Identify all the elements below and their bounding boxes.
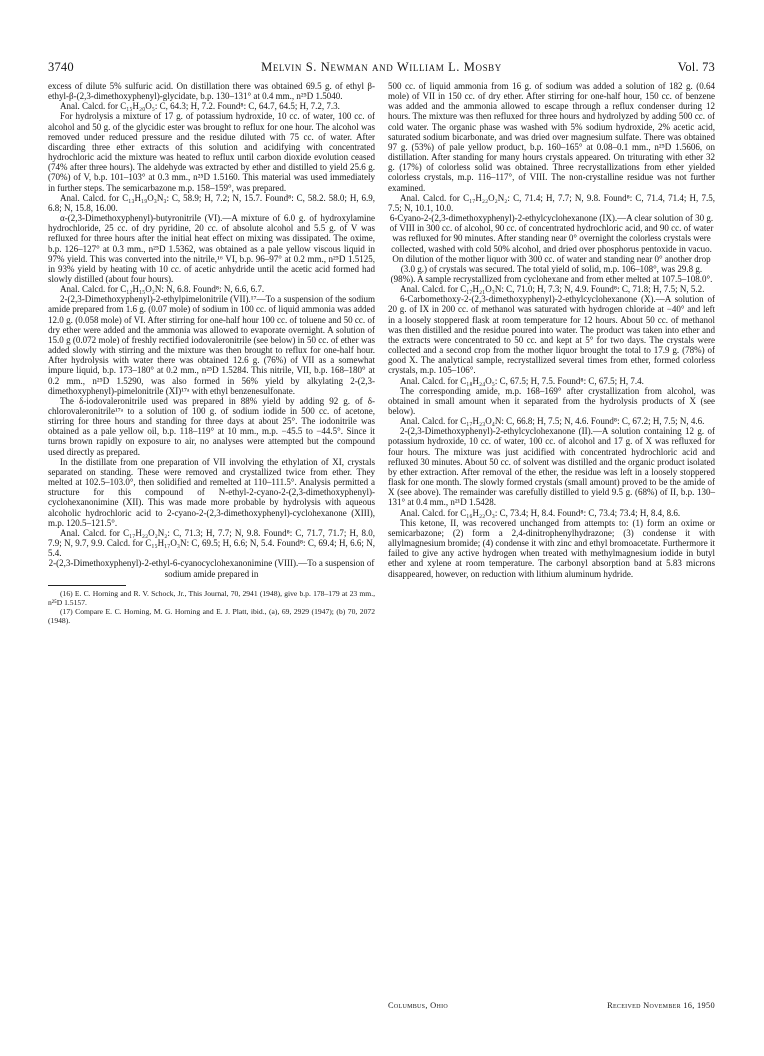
paragraph: α-(2,3-Dimethoxyphenyl)-butyronitrile (VI).—A mixture of 6.0 g. of hydroxylamine hydrochloride, 25 cc. of dry pyridine, 20 cc. of absolute alcohol and 5.5 g. of V was refluxed for three hours after the initial heat effect on mixing was dissipated. The oxime, b.p. 126–127° at 0.3 mm., n²⁵D 1.5362, was obtained as a pale yellow viscous liquid in 97% yield. This was converted into the nitrile,¹⁶ VI, b.p. 96–97° at 0.2 mm., n²⁵D 1.5125, in 93% yield by heating with 10 cc. of acetic anhydride until the acetic acid formed had slowly distilled (about four hours). [48,213,375,284]
footnote: (17) Compare E. C. Horning, M. G. Horning and E. J. Platt, ibid., (a), 69, 2929 (1947); (b) 70, 2072 (1948). [48,606,375,625]
left-column [48,81,375,625]
received-footer [388,1001,715,1010]
paragraph: 6-Cyano-2-(2,3-dimethoxyphenyl)-2-ethylcyclohexanone (IX).—A clear solution of 30 g. of VIII in 300 cc. of alcohol, 90 cc. of concentrated hydrochloric acid, and 90 cc. of water was refluxed for 90 minutes. After standing near 0° overnight the colorless crystals were collected, washed with cold 50% alcohol, and dried over phosphorus pentoxide in vacuo. On dilution of the mother liquor with 300 cc. of water and standing near 0° another drop (3.0 g.) of crystals was secured. The total yield of solid, m.p. 106–108°, was 29.8 g. (98%). A sample recrystallized from cyclohexane and from ether melted at 107.5–108.0°. [389,213,714,284]
paragraph: 2-(2,3-Dimethoxyphenyl)-2-ethylpimelonitrile (VII).¹⁷—To a suspension of the sodium amide prepared from 1.6 g. (0.07 mole) of sodium in 100 cc. of liquid ammonia was added 12.0 g. (0.058 mole) of VI. After stirring for one-half hour 100 cc. of toluene and 50 cc. of dry ether were added and the ammonia was allowed to evaporate overnight. A solution of 15.0 g (0.072 mole) of freshly rectified iodovaleronitrile (see below) in 50 cc. of ether was added slowly with stirring and the mixture was then brought to reflux for one-half hour. After hydrolysis with water there was obtained 12.6 g. (76%) of VII as a somewhat impure liquid, b.p. 173–180° at 0.2 mm., n²⁵D 1.5284. This nitrile, VII, b.p. 168–180° at 0.2 mm., n²⁵D 1.5290, was also formed in 56% yield by alkylating 2-(2,3-dimethoxyphenyl)-pimelonitrile (XI)¹⁷ᵃ with ethyl benzenesulfonate. [48,294,375,396]
paragraph: Anal. Calcd. for C₁₈H₂₄O₅: C, 67.5; H, 7.5. Found⁸: C, 67.5; H, 7.4. [400,375,644,386]
location: Columbus, Ohio [388,1001,449,1010]
paragraph: Anal. Calcd. for C₁₇H₂₁O₃N: C, 71.0; H, 7.3; N, 4.9. Found⁸: C, 71.8; H, 7.5; N, 5.2. [400,284,705,295]
paragraph: Anal. Calcd. for C₁₆H₂₂O₃: C, 73.4; H, 8.4. Found⁸: C, 73.4; 73.4; H, 8.4, 8.6. [400,507,681,518]
right-column [388,81,715,579]
footnote: (16) E. C. Horning and R. V. Schock, Jr., This Journal, 70, 2941 (1948), give b.p. 178–179 at 23 mm., n²⁵D 1.5157. [48,588,375,607]
running-header [48,60,715,78]
running-title-authors: Melvin S. Newman and William L. Mosby [261,60,502,74]
paragraph: 2-(2,3-Dimethoxyphenyl)-2-ethyl-6-cyanocyclohexanonimine (VIII).—To a suspension of sodium amide prepared in [48,558,375,579]
paragraph: The corresponding amide, m.p. 168–169° after crystallization from alcohol, was obtained in small amount when it separated from the hydrolysis products of X (see below). [388,385,715,416]
paragraph: Anal. Calcd. for C₁₂H₁₅O₂N: N, 6.8. Found⁸: N, 6.6, 6.7. [60,284,265,295]
paragraph: Anal. Calcd. for C₁₅H₂₀O₅: C, 64.3; H, 7.2. Found⁸: C, 64.7, 64.5; H, 7.2, 7.3. [60,101,340,112]
paragraph: This ketone, II, was recovered unchanged from attempts to: (1) form an oxime or semicarbazone; (2) form a 2,4-dinitrophenylhydrazone; (3) condense it with allylmagnesium bromide; (4) condense it with zinc and ethyl bromoacetate. Furthermore it failed to give any active hydrogen when treated with methylmagnesium iodide in butyl ether and xylene at room temperature. The carbonyl absorption band at 5.83 microns disappeared, however, on reduction with lithium aluminum hydride. [388,517,715,579]
paragraph: The δ-iodovaleronitrile used was prepared in 88% yield by adding 92 g. of δ-chlorovaleronitrile¹⁷ᵃ to a solution of 100 g. of sodium iodide in 500 cc. of acetone, stirring for three hours and standing for three days at about 25°. The iodonitrile was obtained as a pale yellow oil, b.p. 118–119° at 10 mm., m.p. −45.5 to −44.5°. Since it turns brown rapidly on exposure to air, no analyses were attempted but the compound used directly as prepared. [48,395,375,457]
received-date: Received November 16, 1950 [607,1001,715,1010]
paragraph: 500 cc. of liquid ammonia from 16 g. of sodium was added a solution of 182 g. (0.64 mole) of VII in 150 cc. of dry ether. After stirring for one-half hour, 150 cc. of benzene was added and the ammonia allowed to escape through a reflux condenser during 12 hours. The mixture was then refluxed for three hours and hydrolyzed by adding 500 cc. of cold water. The organic phase was washed with 5% sodium hydroxide, 2% acetic acid, saturated sodium bicarbonate, and was dried over magnesium sulfate. There was obtained 97 g. (53%) of pale yellow product, b.p. 160–165° at 0.08–0.1 mm., n²⁵D 1.5606, on distillation. After standing for many hours crystals appeared. On triturating with ether 32 g. (17%) of colorless solid was obtained. Three recrystallizations from ether yielded colorless crystals, m.p. 116–117°, of VIII. The non-crystalline residue was not further examined. [388,81,715,193]
paragraph: Anal. Calcd. for C₁₇H₂₂O₂N₂: C, 71.3; H, 7.7; N, 9.8. Found⁸: C, 71.7, 71.7; H, 8.0, 7.9; N, 9.7, 9.9. Calcd. for C₁₅H₁₇O₃N: C, 69.5; H, 6.6; N, 5.4. Found⁸: C, 69.4; H, 6.6; N, 5.4. [48,527,375,559]
page-number: 3740 [48,60,74,74]
volume-number: Vol. 73 [677,60,715,74]
paragraph: 2-(2,3-Dimethoxyphenyl)-2-ethylcyclohexanone (II).—A solution containing 12 g. of potassium hydroxide, 10 cc. of water, 100 cc. of alcohol and 17 g. of X was refluxed for four hours. The mixture was just acidified with concentrated hydrochloric acid and refluxed 30 minutes. About 50 cc. of solvent was distilled and the organic product isolated by ether extraction. After removal of the ether, the residue was left in a loosely stoppered flask for one month. The slowly formed crystals (small amount) proved to be the amide of X (see above). The remainder was carefully distilled to yield 9.5 g. (68%) of II, b.p. 130–131° at 0.4 mm., n²¹D 1.5428. [388,426,715,508]
paragraph: Anal. Calcd. for C₁₇H₂₂O₂N₂: C, 71.4; H, 7.7; N, 9.8. Found⁸: C, 71.4, 71.4; H, 7.5, 7.5; N, 10.1, 10.0. [388,192,715,213]
paragraph: For hydrolysis a mixture of 17 g. of potassium hydroxide, 10 cc. of water, 100 cc. of alcohol and 50 g. of the glycidic ester was brought to reflux for one hour. The alcohol was removed under reduced pressure and the residue diluted with 75 cc. of water. After discarding three ether extracts of this solution and acidifying with concentrated hydrochloric acid the mixture was heated to reflux until carbon dioxide evolution ceased (74% after three hours). The aldehyde was extracted by ether and distilled to yield 25.6 g. (70%) of V, b.p. 101–103° at 0.3 mm., n²⁵D 1.5160. This material was used immediately in further steps. The semicarbazone m.p. 158–159°, was prepared. [48,111,375,193]
paragraph: In the distillate from one preparation of VII involving the ethylation of XI, crystals separated on standing. These were removed and crystallized twice from ether. They melted at 102.5–103.0°, then solidified and remelted at 110–111.5°. Analysis permitted a structure for this compound of N-ethyl-2-cyano-2-(2,3-dimethoxyphenyl)-cyclohexanonimine (XII). This was made more probable by hydrolysis with aqueous alcoholic hydrochloric acid to 2-cyano-2-(2,3-dimethoxyphenyl)-cyclohexanone (XIII), m.p. 120.5–121.5°. [48,456,375,528]
paragraph: excess of dilute 5% sulfuric acid. On distillation there was obtained 69.5 g. of ethyl β-ethyl-β-(2,3-dimethoxyphenyl)-glycidate, b.p. 130–131° at 0.4 mm., n²⁵D 1.5040. [48,81,375,102]
footnote-rule [48,585,126,586]
paragraph: 6-Carbomethoxy-2-(2,3-dimethoxyphenyl)-2-ethylcyclohexanone (X).—A solution of 20 g. of IX in 200 cc. of methanol was saturated with hydrogen chloride at −40° and left in a loosely stoppered flask at room temperature for 12 hours. About 50 cc. of methanol was then distilled and the residue poured into water. The product was taken into ether and the extracts were concentrated to 50 cc. and kept at 5° for two days. The crystals were collected and a second crop from the mother liquor brought the total to 17.9 g. (78%) of good X. The analytical sample, recrystallized several times from ether, formed colorless crystals, m.p. 105–106°. [388,294,715,376]
paragraph: Anal. Calcd. for C₁₇H₂₃O₄N: C, 66.8; H, 7.5; N, 4.6. Found⁸: C, 67.2; H, 7.5; N, 4.6. [400,416,705,427]
paragraph: Anal. Calcd. for C₁₃H₁₉O₃N₃: C, 58.9; H, 7.2; N, 15.7. Found⁸: C, 58.2. 58.0; H, 6.9, 6.8; N, 15.8, 16.00. [48,192,375,213]
